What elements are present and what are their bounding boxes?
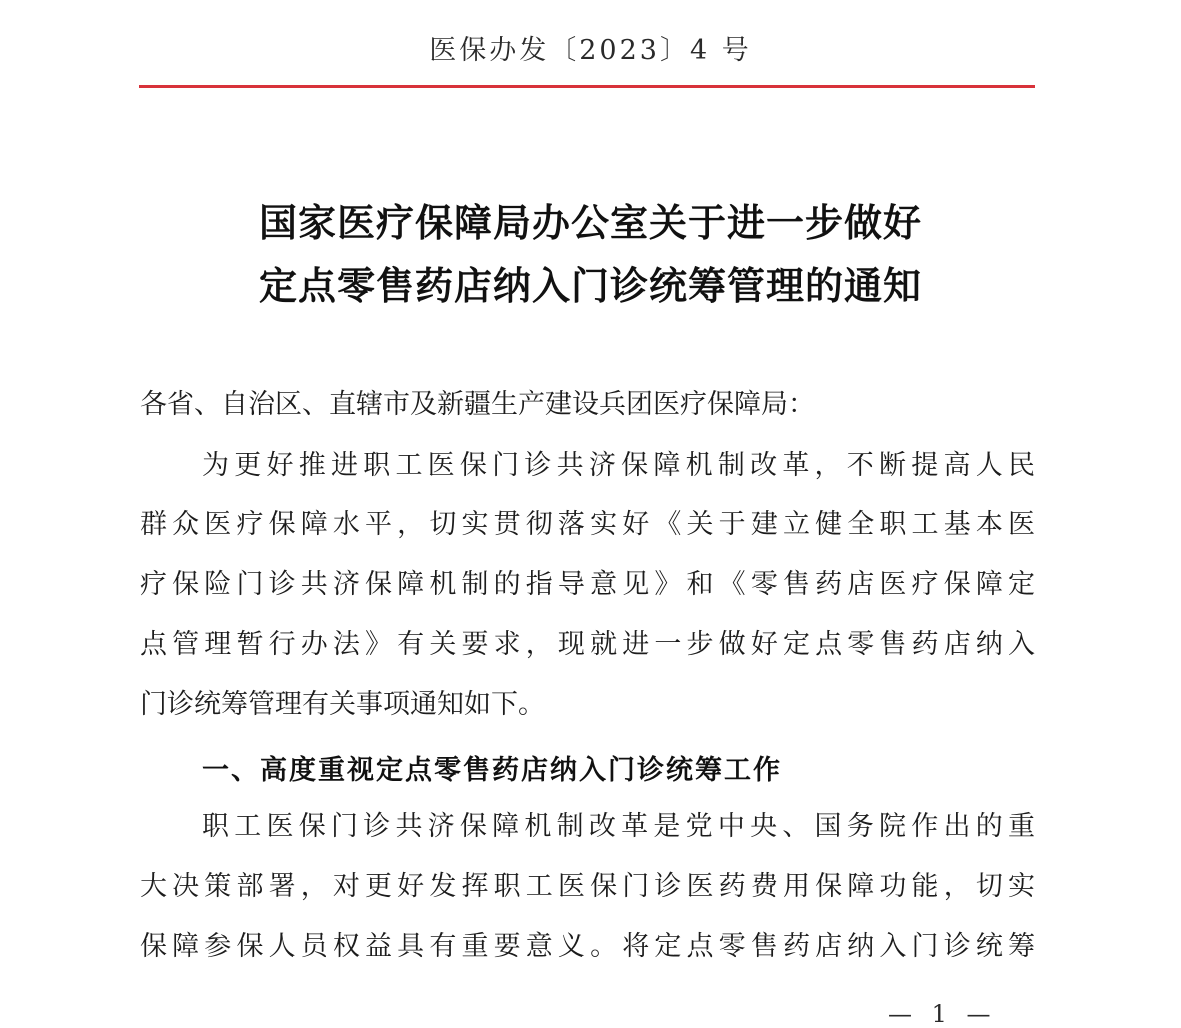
document-number: 医保办发〔2023〕4 号: [429, 35, 752, 66]
paragraph-1-line-1: 为更好推进职工医保门诊共济保障机制改革，不断提高人民: [202, 450, 1035, 481]
paragraph-2-line-1: 职工医保门诊共济保障机制改革是党中央、国务院作出的重: [202, 811, 1035, 842]
document-title-line-1: 国家医疗保障局办公室关于进一步做好: [258, 201, 922, 245]
paragraph-1-line-3: 疗保险门诊共济保障机制的指导意见》和《零售药店医疗保障定: [140, 569, 1035, 600]
salutation: 各省、自治区、直辖市及新疆生产建设兵团医疗保障局：: [140, 389, 815, 420]
paragraph-2-line-3: 保障参保人员权益具有重要意义。将定点零售药店纳入门诊统筹: [140, 931, 1035, 962]
paragraph-1-line-4: 点管理暂行办法》有关要求，现就进一步做好定点零售药店纳入: [140, 629, 1035, 660]
paragraph-2-line-2: 大决策部署，对更好发挥职工医保门诊医药费用保障功能，切实: [140, 871, 1035, 902]
paragraph-1-line-2: 群众医疗保障水平，切实贯彻落实好《关于建立健全职工基本医: [140, 509, 1035, 540]
red-header-rule: [139, 85, 1035, 88]
paragraph-1-line-5: 门诊统筹管理有关事项通知如下。: [140, 689, 545, 720]
section-heading-1: 一、高度重视定点零售药店纳入门诊统筹工作: [202, 755, 782, 786]
page-number: — 1 —: [888, 1000, 997, 1028]
document-title-line-2: 定点零售药店纳入门诊统筹管理的通知: [258, 264, 922, 308]
